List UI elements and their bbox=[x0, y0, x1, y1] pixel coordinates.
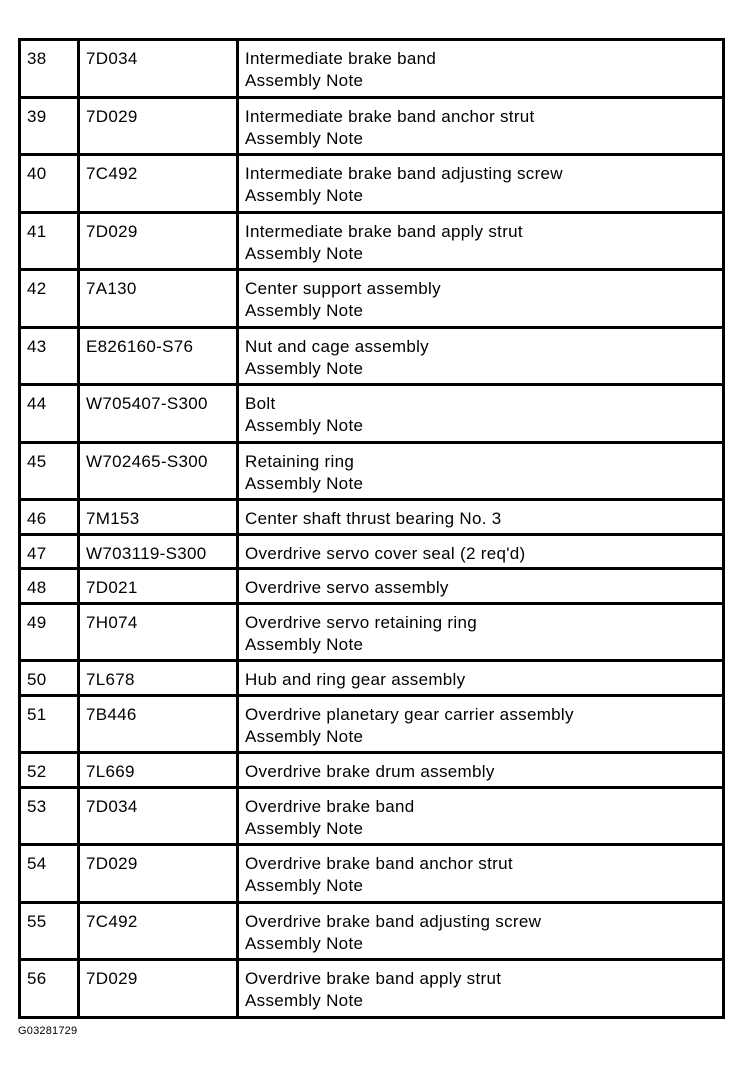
table-row bbox=[20, 603, 724, 661]
part-number-cell: 7H074 bbox=[79, 603, 238, 661]
description-text: Overdrive servo assembly bbox=[245, 578, 449, 597]
table-row bbox=[20, 500, 724, 535]
item-number-cell: 41 bbox=[20, 212, 79, 270]
description-cell bbox=[238, 212, 724, 270]
part-number-cell: E826160-S76 bbox=[79, 327, 238, 385]
assembly-note-link[interactable]: Assembly Note bbox=[245, 416, 364, 435]
part-number-cell: 7B446 bbox=[79, 695, 238, 753]
description-text: Overdrive brake band adjusting screw bbox=[245, 911, 542, 931]
description-cell bbox=[238, 960, 724, 1018]
part-number-cell: 7A130 bbox=[79, 270, 238, 328]
item-number-cell: 45 bbox=[20, 442, 79, 500]
item-number-cell: 51 bbox=[20, 695, 79, 753]
table-row bbox=[20, 569, 724, 604]
table-row bbox=[20, 787, 724, 845]
part-number-cell: 7D029 bbox=[79, 845, 238, 903]
description-text: Overdrive brake band anchor strut bbox=[245, 854, 513, 873]
assembly-note-link[interactable]: Assembly Note bbox=[245, 71, 364, 90]
assembly-note-link[interactable]: Assembly Note bbox=[245, 991, 364, 1010]
description-cell bbox=[238, 753, 724, 788]
description-text: Overdrive servo retaining ring bbox=[245, 612, 477, 632]
description-cell bbox=[238, 40, 724, 98]
item-number-cell: 50 bbox=[20, 661, 79, 696]
table-row bbox=[20, 212, 724, 270]
assembly-note-link[interactable]: Assembly Note bbox=[245, 243, 364, 263]
table-row bbox=[20, 661, 724, 696]
part-number-cell: 7D021 bbox=[79, 569, 238, 604]
description-cell bbox=[238, 442, 724, 500]
description-cell bbox=[238, 500, 724, 535]
item-number-cell: 38 bbox=[20, 40, 79, 98]
table-row bbox=[20, 845, 724, 903]
item-number-cell: 49 bbox=[20, 603, 79, 661]
item-number-cell: 55 bbox=[20, 902, 79, 960]
part-number-cell: W705407-S300 bbox=[79, 385, 238, 443]
table-row bbox=[20, 902, 724, 960]
item-number-cell: 46 bbox=[20, 500, 79, 535]
part-number-cell: 7D034 bbox=[79, 787, 238, 845]
description-text: Center shaft thrust bearing No. 3 bbox=[245, 509, 502, 528]
description-text: Overdrive brake band apply strut bbox=[245, 969, 502, 988]
description-text: Retaining ring bbox=[245, 451, 355, 471]
description-cell bbox=[238, 661, 724, 696]
description-cell bbox=[238, 534, 724, 569]
parts-table-body bbox=[20, 40, 724, 1018]
assembly-note-link[interactable]: Assembly Note bbox=[245, 634, 364, 654]
description-text: Hub and ring gear assembly bbox=[245, 670, 466, 689]
item-number-cell: 44 bbox=[20, 385, 79, 443]
description-cell bbox=[238, 603, 724, 661]
description-text: Overdrive servo cover seal (2 req'd) bbox=[245, 543, 526, 563]
figure-id: G03281729 bbox=[18, 1025, 78, 1037]
item-number-cell: 40 bbox=[20, 155, 79, 213]
assembly-note-link[interactable]: Assembly Note bbox=[245, 473, 364, 493]
assembly-note-link[interactable]: Assembly Note bbox=[245, 128, 364, 148]
description-text: Overdrive brake drum assembly bbox=[245, 762, 495, 781]
item-number-cell: 43 bbox=[20, 327, 79, 385]
description-text: Center support assembly bbox=[245, 279, 441, 298]
description-text: Intermediate brake band adjusting screw bbox=[245, 164, 563, 183]
description-cell bbox=[238, 97, 724, 155]
item-number-cell: 47 bbox=[20, 534, 79, 569]
table-row bbox=[20, 385, 724, 443]
table-row bbox=[20, 97, 724, 155]
item-number-cell: 56 bbox=[20, 960, 79, 1018]
part-number-cell: W702465-S300 bbox=[79, 442, 238, 500]
part-number-cell: 7D029 bbox=[79, 212, 238, 270]
parts-table bbox=[18, 38, 725, 1019]
item-number-cell: 48 bbox=[20, 569, 79, 604]
table-row bbox=[20, 270, 724, 328]
assembly-note-link[interactable]: Assembly Note bbox=[245, 301, 364, 320]
description-cell bbox=[238, 902, 724, 960]
part-number-cell: 7M153 bbox=[79, 500, 238, 535]
part-number-cell: 7L669 bbox=[79, 753, 238, 788]
description-text: Intermediate brake band bbox=[245, 49, 437, 68]
table-row bbox=[20, 695, 724, 753]
assembly-note-link[interactable]: Assembly Note bbox=[245, 818, 364, 838]
table-row bbox=[20, 155, 724, 213]
assembly-note-link[interactable]: Assembly Note bbox=[245, 726, 364, 746]
description-cell bbox=[238, 695, 724, 753]
description-cell bbox=[238, 155, 724, 213]
item-number-cell: 42 bbox=[20, 270, 79, 328]
item-number-cell: 52 bbox=[20, 753, 79, 788]
description-cell bbox=[238, 385, 724, 443]
item-number-cell: 54 bbox=[20, 845, 79, 903]
description-text: Bolt bbox=[245, 394, 276, 413]
table-row bbox=[20, 753, 724, 788]
table-row bbox=[20, 40, 724, 98]
part-number-cell: 7D034 bbox=[79, 40, 238, 98]
table-row bbox=[20, 327, 724, 385]
part-number-cell: 7D029 bbox=[79, 97, 238, 155]
table-row bbox=[20, 960, 724, 1018]
table-row bbox=[20, 442, 724, 500]
description-cell bbox=[238, 569, 724, 604]
description-text: Intermediate brake band apply strut bbox=[245, 221, 523, 241]
assembly-note-link[interactable]: Assembly Note bbox=[245, 876, 364, 895]
description-text: Intermediate brake band anchor strut bbox=[245, 106, 535, 126]
description-cell bbox=[238, 787, 724, 845]
description-text: Nut and cage assembly bbox=[245, 336, 429, 356]
part-number-cell: W703119-S300 bbox=[79, 534, 238, 569]
description-text: Overdrive planetary gear carrier assembly bbox=[245, 704, 574, 724]
item-number-cell: 39 bbox=[20, 97, 79, 155]
part-number-cell: 7C492 bbox=[79, 902, 238, 960]
description-cell bbox=[238, 270, 724, 328]
description-cell bbox=[238, 327, 724, 385]
item-number-cell: 53 bbox=[20, 787, 79, 845]
assembly-note-link[interactable]: Assembly Note bbox=[245, 358, 364, 378]
part-number-cell: 7L678 bbox=[79, 661, 238, 696]
part-number-cell: 7C492 bbox=[79, 155, 238, 213]
description-text: Overdrive brake band bbox=[245, 796, 415, 816]
table-row bbox=[20, 534, 724, 569]
description-cell bbox=[238, 845, 724, 903]
part-number-cell: 7D029 bbox=[79, 960, 238, 1018]
assembly-note-link[interactable]: Assembly Note bbox=[245, 933, 364, 953]
assembly-note-link[interactable]: Assembly Note bbox=[245, 186, 364, 205]
